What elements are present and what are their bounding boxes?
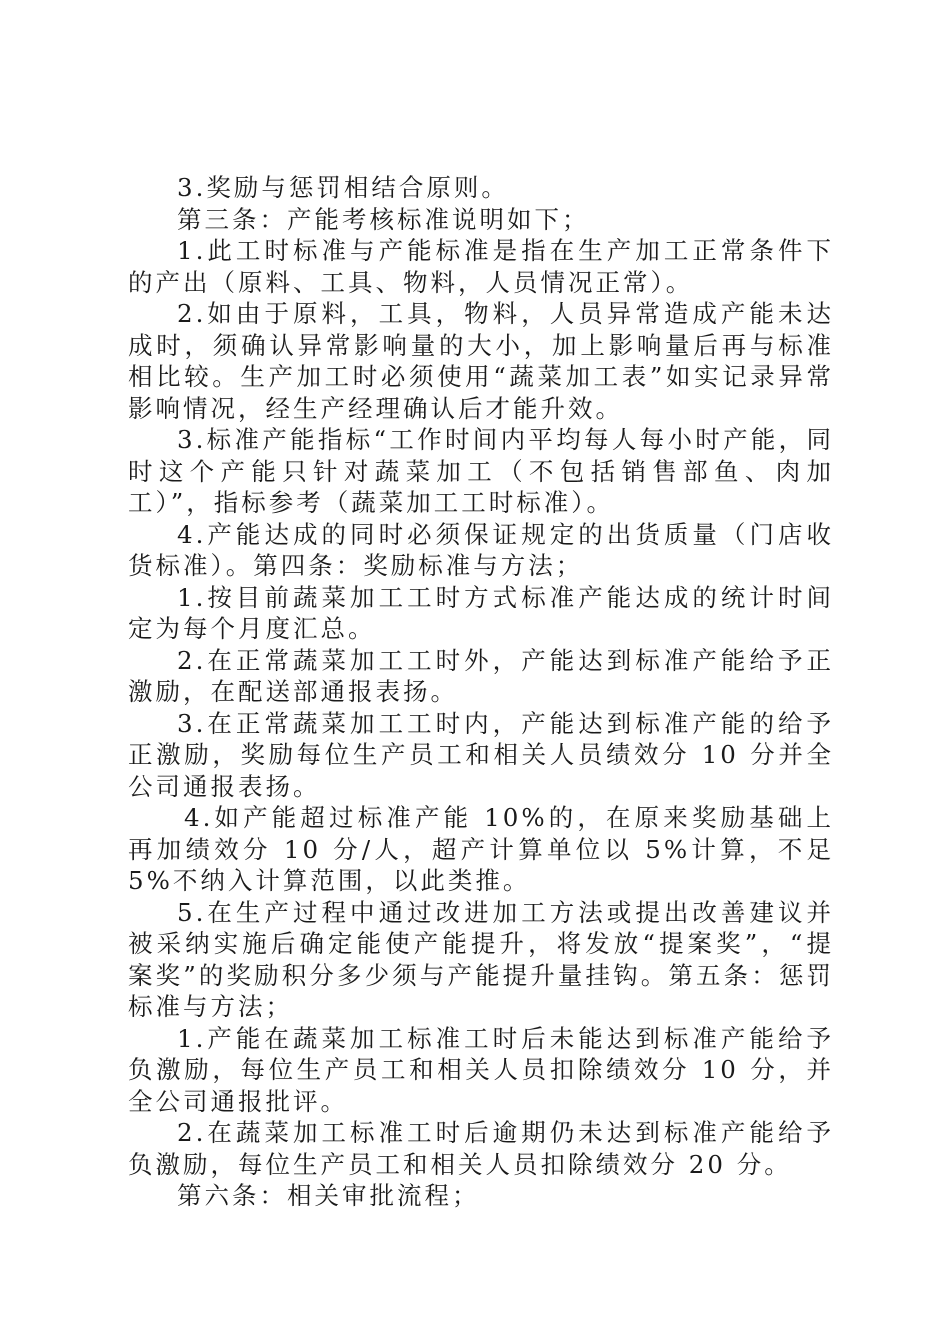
paragraph-reward-4: 4.如产能超过标准产能 10%的，在原来奖励基础上再加绩效分 10 分/人，超产计算单位以 5%计算，不足 5%不纳入计算范围，以此类推。 bbox=[128, 803, 834, 895]
paragraph-standard-1: 1.此工时标准与产能标准是指在生产加工正常条件下的产出（原料、工具、物料，人员情况正常）。 bbox=[128, 236, 834, 297]
paragraph-reward-5-article-5: 5.在生产过程中通过改进加工方法或提出改善建议并被采纳实施后确定能使产能提升，将发放“提案奖”，“提案奖”的奖励积分多少须与产能提升量挂钩。第五条：惩罚标准与方法； bbox=[128, 897, 834, 1021]
paragraph-article-6-heading: 第六条：相关审批流程； bbox=[177, 1181, 480, 1210]
paragraph-reward-1: 1.按目前蔬菜加工工时方式标准产能达成的统计时间定为每个月度汇总。 bbox=[128, 582, 834, 643]
document-body bbox=[128, 172, 834, 1212]
paragraph-penalty-2: 2.在蔬菜加工标准工时后逾期仍未达到标准产能给予负激励，每位生产员工和相关人员扣除绩效分 20 分。 bbox=[128, 1118, 834, 1179]
paragraph-reward-2: 2.在正常蔬菜加工工时外，产能达到标准产能给予正激励，在配送部通报表扬。 bbox=[128, 645, 834, 706]
paragraph-principle-3: 3.奖励与惩罚相结合原则。 bbox=[177, 173, 509, 202]
paragraph-reward-3: 3.在正常蔬菜加工工时内，产能达到标准产能的给予正激励，奖励每位生产员工和相关人员绩效分 10 分并全公司通报表扬。 bbox=[128, 708, 834, 801]
paragraph-standard-2: 2.如由于原料，工具，物料，人员异常造成产能未达成时，须确认异常影响量的大小，加上影响量后再与标准相比较。生产加工时必须使用“蔬菜加工表”如实记录异常影响情况，经生产经理确认后才能升效。 bbox=[128, 299, 834, 423]
paragraph-standard-4-article-4: 4.产能达成的同时必须保证规定的出货质量（门店收货标准）。第四条：奖励标准与方法； bbox=[128, 519, 834, 580]
paragraph-standard-3: 3.标准产能指标“工作时间内平均每人每小时产能，同时这个产能只针对蔬菜加工（不包括销售部鱼、肉加工）”，指标参考（蔬菜加工工时标准）。 bbox=[128, 425, 834, 517]
paragraph-article-3-heading: 第三条：产能考核标准说明如下； bbox=[177, 204, 590, 234]
paragraph-penalty-1: 1.产能在蔬菜加工标准工时后未能达到标准产能给予负激励，每位生产员工和相关人员扣除绩效分 10 分，并全公司通报批评。 bbox=[128, 1023, 834, 1116]
